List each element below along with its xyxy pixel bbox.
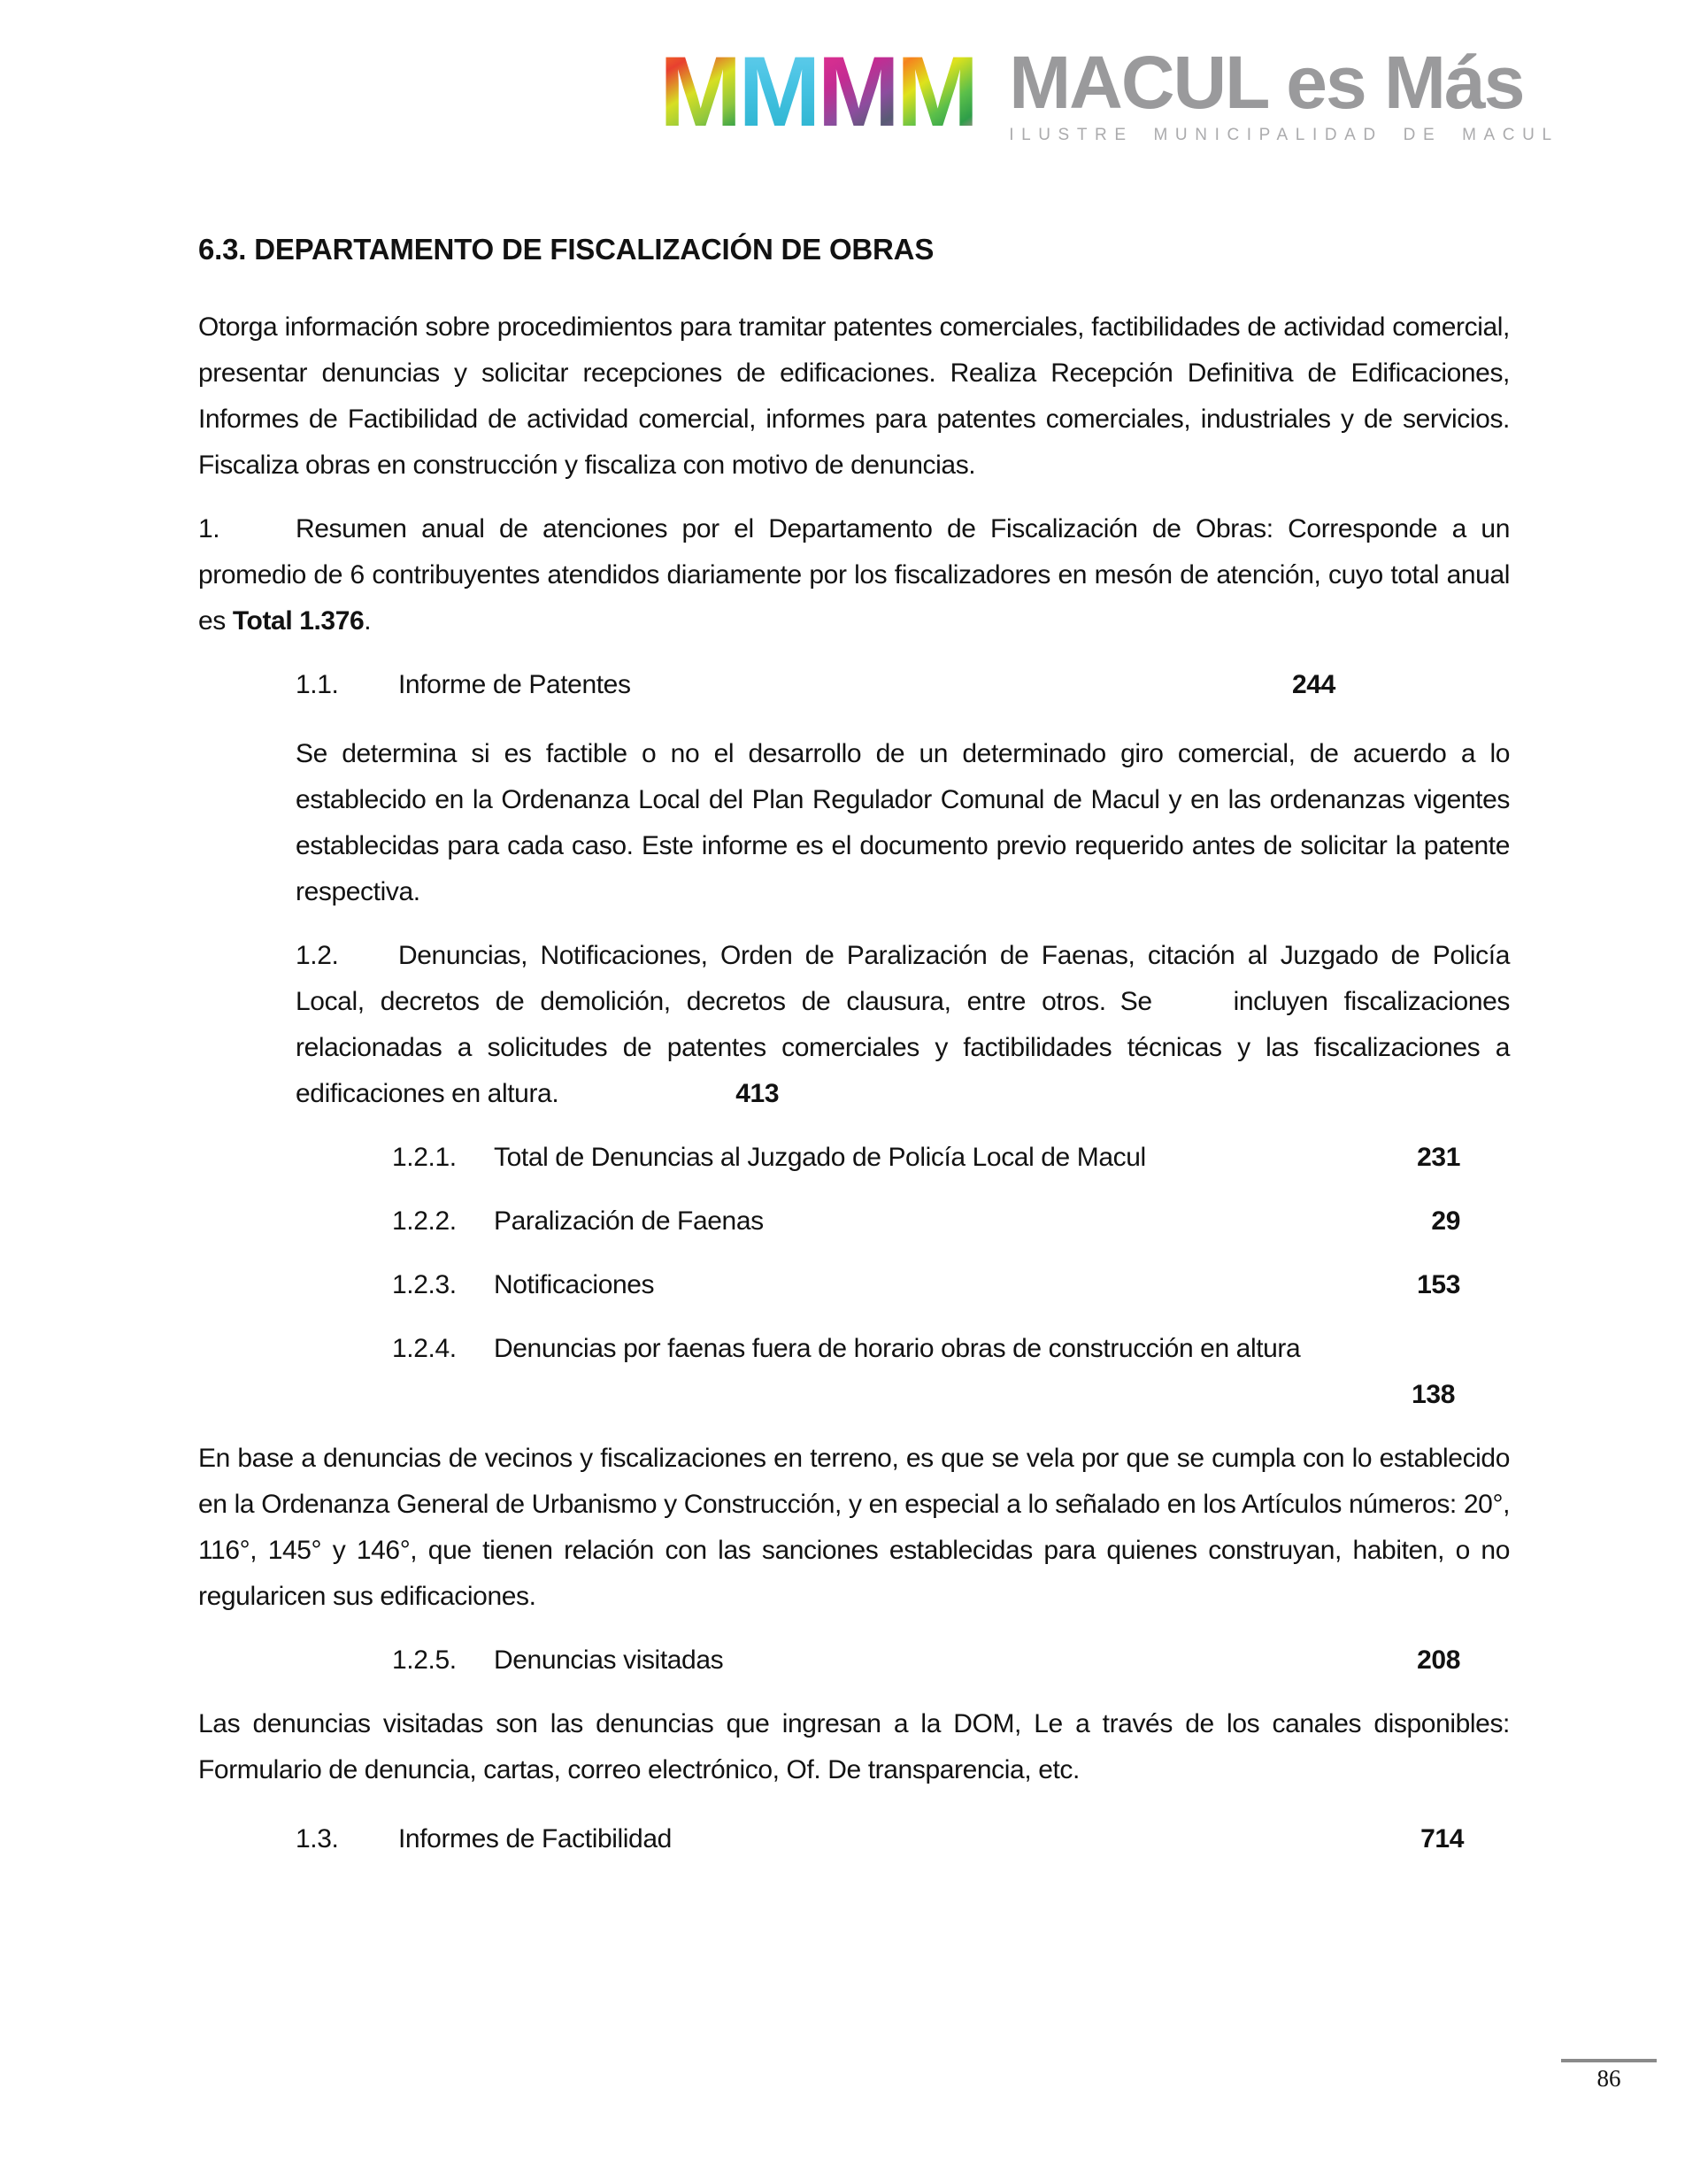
paragraph-en-base: En base a denuncias de vecinos y fiscalizaciones en terreno, es que se vela por que se cumpla con lo establecido en la Ordenanza General de Urbanismo y Construcción, y en especial a lo señalado en los Artículos números: 20°, 116°, 145° y 146°, que tienen relación con las sanciones establecidas para quienes construyan, habiten, o no regularicen sus edificaciones. <box>198 1444 1510 1611</box>
summary-paragraph <box>198 506 1510 644</box>
item-1-2-3-value: 153 <box>1417 1270 1460 1299</box>
page-footer <box>1561 2059 1657 2092</box>
section-title: 6.3. DEPARTAMENTO DE FISCALIZACIÓN DE OBRAS <box>198 233 935 266</box>
logo-letter-m-1: M <box>659 36 739 147</box>
logo-title: MACUL es Más <box>1009 41 1524 124</box>
item-1-2-2-value: 29 <box>1431 1206 1460 1236</box>
item-1-2-5-label: Denuncias visitadas <box>494 1645 724 1675</box>
item-1-3-value: 714 <box>1420 1824 1464 1853</box>
item-1-2-text-b: Se <box>1119 987 1152 1016</box>
page-number: 86 <box>1596 2065 1621 2092</box>
item-1-2-4-label: Denuncias por faenas fuera de horario obras de construcción en altura <box>494 1334 1301 1363</box>
footer-rule <box>1561 2059 1657 2062</box>
item-1-2-text-a: Denuncias, Notificaciones, Orden de Paralización de Faenas, citación al Juzgado de Policía Local, decretos de demolición, decretos de clausura, entre otros. <box>296 941 1510 1016</box>
paragraph-1-1: Se determina si es factible o no el desarrollo de un determinado giro comercial, de acuerdo a lo establecido en la Ordenanza Local del Plan Regulador Comunal de Macul y en las ordenanzas vigentes establecidas para cada caso. Este informe es el documento previo requerido antes de solicitar la patente respectiva. <box>296 739 1510 906</box>
item-1-2-3-row <box>392 1262 1510 1308</box>
item-1-2-5-value: 208 <box>1417 1645 1460 1675</box>
item-1-2-3-label: Notificaciones <box>494 1270 655 1299</box>
item-1-2-5-number: 1.2.5. <box>392 1645 457 1675</box>
item-1-2-value: 413 <box>735 1079 780 1108</box>
item-1-2-1-row <box>392 1135 1510 1181</box>
summary-number: 1. <box>198 514 220 543</box>
item-1-2-1-number: 1.2.1. <box>392 1143 457 1172</box>
paragraph-denuncias-visitadas: Las denuncias visitadas son las denuncias que ingresan a la DOM, Le a través de los canales disponibles: Formulario de denuncia, cartas, correo electrónico, Of. De transparencia, etc. <box>198 1709 1510 1784</box>
item-1-2-2-number: 1.2.2. <box>392 1206 457 1236</box>
item-1-2-4-text <box>392 1326 1510 1372</box>
intro-paragraph: Otorga información sobre procedimientos para tramitar patentes comerciales, factibilidades de actividad comercial, presentar denuncias y solicitar recepciones de edificaciones. Realiza Recepción Definitiva de Edificaciones, Informes de Factibilidad de actividad comercial, informes para patentes comerciales, industriales y de servicios. Fiscaliza obras en construcción y fiscaliza con motivo de denuncias. <box>198 312 1510 480</box>
item-1-2-2-label: Paralización de Faenas <box>494 1206 764 1236</box>
logo-letter-m-3: M <box>817 36 896 147</box>
document-content <box>198 0 1510 1862</box>
item-1-2-4-block <box>392 1326 1510 1418</box>
item-1-2-1-label: Total de Denuncias al Juzgado de Policía Local de Macul <box>494 1143 1146 1172</box>
paragraph-1-2 <box>296 933 1510 1117</box>
summary-suffix: . <box>364 606 372 636</box>
item-1-3-number: 1.3. <box>296 1824 339 1853</box>
item-1-2-text-c: incluyen fiscalizaciones relacionadas a solicitudes de patentes comerciales y factibilidades técnicas y las fiscalizaciones a edificaciones en altura. <box>296 987 1510 1108</box>
item-1-2-3-number: 1.2.3. <box>392 1270 457 1299</box>
item-1-2-4-value: 138 <box>1412 1380 1455 1409</box>
item-1-2-number: 1.2. <box>296 941 339 970</box>
summary-text: Resumen anual de atenciones por el Departamento de Fiscalización de Obras: Corresponde a un promedio de 6 contribuyentes atendidos diariamente por los fiscalizadores en mesón de atención, cuyo total anual es <box>198 514 1510 636</box>
item-1-1-label: Informe de Patentes <box>398 670 631 699</box>
item-1-2-2-row <box>392 1198 1510 1245</box>
item-1-1-row <box>296 662 1510 708</box>
summary-total: Total 1.376 <box>232 606 365 636</box>
item-1-1-number: 1.1. <box>296 670 339 699</box>
item-1-3-row <box>296 1816 1510 1862</box>
item-1-2-4-number: 1.2.4. <box>392 1334 457 1363</box>
logo-letter-m-2: M <box>738 36 818 147</box>
item-1-1-value: 244 <box>1292 670 1335 699</box>
logo-tagline: ILUSTRE MUNICIPALIDAD DE MACUL <box>1009 126 1559 144</box>
item-1-2-1-value: 231 <box>1417 1143 1460 1172</box>
item-1-2-5-row <box>392 1638 1510 1684</box>
item-1-3-label: Informes de Factibilidad <box>398 1824 672 1853</box>
logo-letter-m-4: M <box>896 36 976 147</box>
